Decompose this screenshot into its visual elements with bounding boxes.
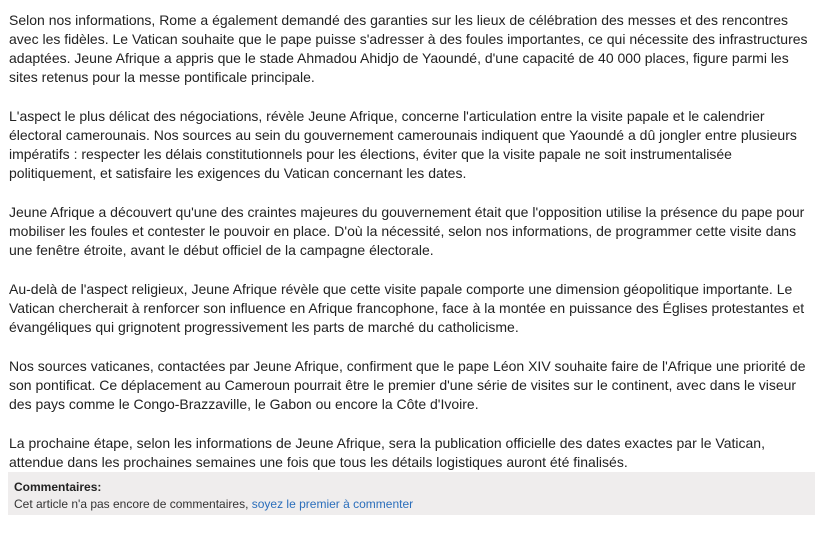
comments-section xyxy=(8,472,815,515)
first-comment-link[interactable]: soyez le premier à commenter xyxy=(251,497,414,511)
article-paragraph: Jeune Afrique a découvert qu'une des craintes majeures du gouvernement était que l'opposition utilise la présence du pape pour mobiliser les foules et contester le pouvoir en place. D'où la nécessité, selon nos informations, de programmer cette visite dans une fenêtre étroite, avant le début officiel de la campagne électorale. xyxy=(9,204,805,258)
article-paragraph: Nos sources vaticanes, contactées par Jeune Afrique, confirment que le pape Léon XIV souhaite faire de l'Afrique une priorité de son pontificat. Ce déplacement au Cameroun pourrait être le premier d'une série de visites sur le continent, avec dans le viseur des pays comme le Congo-Brazzaville, le Gabon ou encore la Côte d'Ivoire. xyxy=(9,358,806,412)
article-paragraph: Selon nos informations, Rome a également demandé des garanties sur les lieux de célébration des messes et des rencontres avec les fidèles. Le Vatican souhaite que le pape puisse s'adresser à des foules importantes, ce qui nécessite des infrastructures adaptées. Jeune Afrique a appris que le stade Ahmadou Ahidjo de Yaoundé, d'une capacité de 40 000 places, figure parmi les sites retenus pour la messe pontificale principale. xyxy=(9,12,808,85)
article-paragraph: L'aspect le plus délicat des négociations, révèle Jeune Afrique, concerne l'articulation entre la visite papale et le calendrier électoral camerounais. Nos sources au sein du gouvernement camerounais indiquent que Yaoundé a dû jongler entre plusieurs impératifs : respecter les délais constitutionnels pour les élections, éviter que la visite papale ne soit instrumentalisée politiquement, et satisfaire les exigences du Vatican concernant les dates. xyxy=(9,108,797,181)
article-body xyxy=(9,11,815,492)
article-paragraph: La prochaine étape, selon les informations de Jeune Afrique, sera la publication officielle des dates exactes par le Vatican, attendue dans les prochaines semaines une fois que tous les détails logistiques auront été finalisés. xyxy=(9,435,765,470)
comments-title: Commentaires: xyxy=(14,480,102,494)
article-paragraph: Au-delà de l'aspect religieux, Jeune Afrique révèle que cette visite papale comporte une dimension géopolitique importante. Le Vatican chercherait à renforcer son influence en Afrique francophone, face à la montée en puissance des Églises protestantes et évangéliques qui grignotent progressivement les parts de marché du catholicisme. xyxy=(9,281,805,335)
comments-empty-text: Cet article n'a pas encore de commentaires, xyxy=(14,497,252,511)
